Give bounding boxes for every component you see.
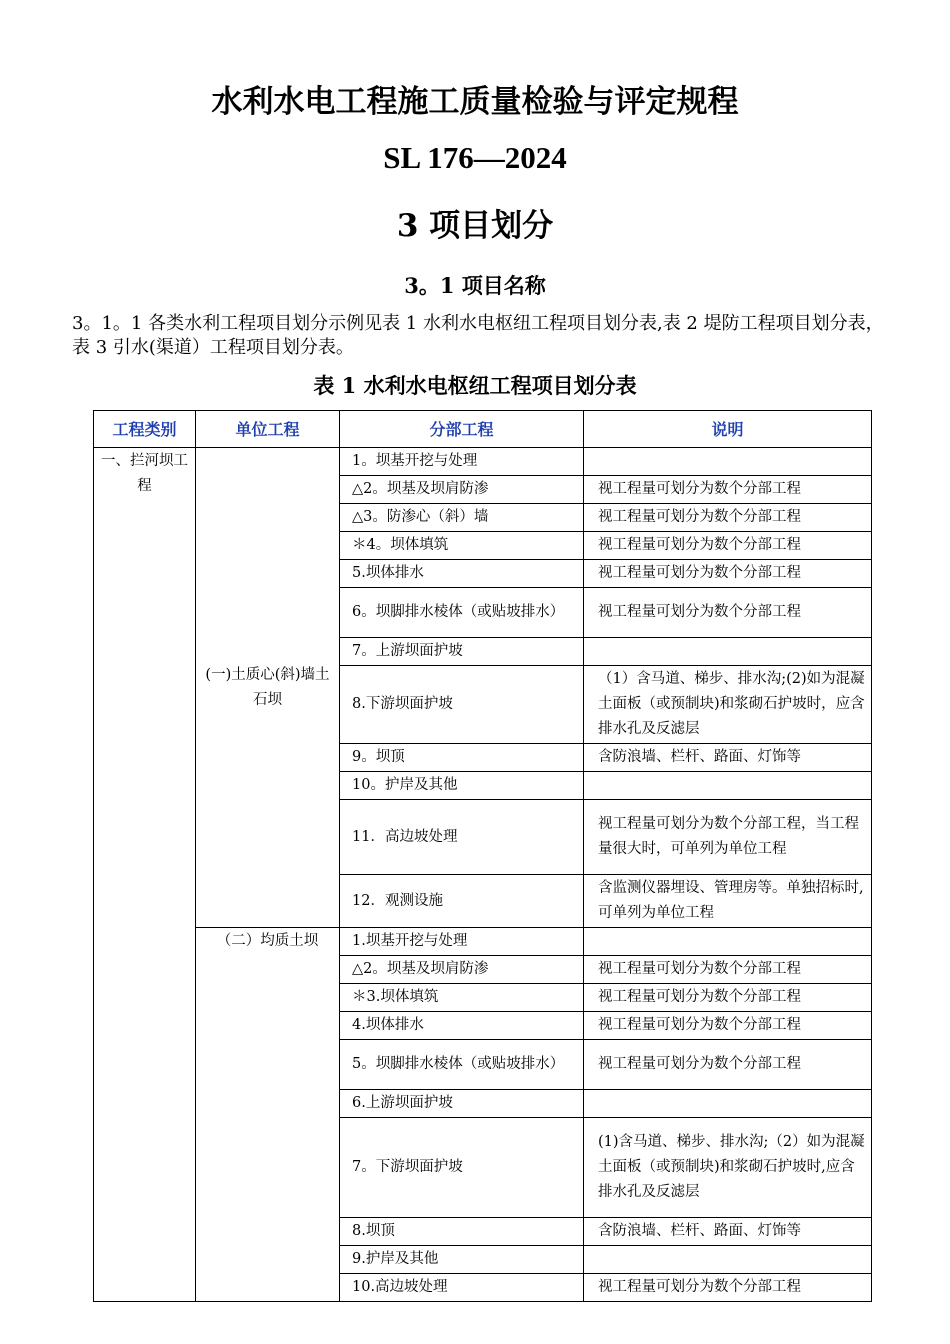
note-cell: 视工程量可划分为数个分部工程，当工程量很大时，可单列为单位工程	[584, 800, 872, 875]
unit-label: (一)土质心(斜)墙土石坝	[205, 666, 330, 708]
note-cell: 视工程量可划分为数个分部工程	[584, 560, 872, 588]
table-header-row	[94, 411, 872, 448]
note-cell: 视工程量可划分为数个分部工程	[584, 1274, 872, 1302]
part-cell: △2。坝基及坝肩防渗	[340, 956, 584, 984]
part-cell: 6。坝脚排水棱体（或贴坡排水）	[340, 588, 584, 638]
part-cell: 1.坝基开挖与处理	[340, 928, 584, 956]
header-note: 说明	[584, 411, 872, 448]
category-cell	[94, 448, 196, 1302]
note-cell: 视工程量可划分为数个分部工程	[584, 984, 872, 1012]
table-row	[94, 448, 872, 476]
note-cell	[584, 772, 872, 800]
note-cell	[584, 448, 872, 476]
unit-label: （二）均质土坝	[216, 933, 319, 949]
note-cell	[584, 638, 872, 666]
part-cell: ＊4。坝体填筑	[340, 532, 584, 560]
part-cell: 5.坝体排水	[340, 560, 584, 588]
note-cell: 视工程量可划分为数个分部工程	[584, 504, 872, 532]
note-cell: （1）含马道、梯步、排水沟;(2)如为混凝土面板（或预制块)和浆砌石护坡时，应含排水孔及反滤层	[584, 666, 872, 744]
table-caption: 表 1 水利水电枢纽工程项目划分表	[313, 373, 637, 398]
note-cell: 含监测仪器埋设、管理房等。单独招标时,可单列为单位工程	[584, 875, 872, 928]
part-cell: 10。护岸及其他	[340, 772, 584, 800]
note-cell: 视工程量可划分为数个分部工程	[584, 1040, 872, 1090]
note-cell: 视工程量可划分为数个分部工程	[584, 476, 872, 504]
unit-cell	[196, 448, 340, 928]
part-cell: 10.高边坡处理	[340, 1274, 584, 1302]
part-cell: 7。上游坝面护坡	[340, 638, 584, 666]
part-cell: 7。下游坝面护坡	[340, 1118, 584, 1218]
section-heading: 3。1 项目名称	[404, 273, 546, 298]
part-cell: △2。坝基及坝肩防渗	[340, 476, 584, 504]
part-cell: ＊3.坝体填筑	[340, 984, 584, 1012]
part-cell: 8.坝顶	[340, 1218, 584, 1246]
standard-code: SL 176—2024	[383, 140, 567, 175]
part-cell: 9。坝顶	[340, 744, 584, 772]
note-cell: 视工程量可划分为数个分部工程	[584, 1012, 872, 1040]
part-cell: 11．高边坡处理	[340, 800, 584, 875]
part-cell: 12．观测设施	[340, 875, 584, 928]
category-label: 一、拦河坝工程	[101, 453, 188, 494]
unit-cell	[196, 928, 340, 1302]
note-cell: 视工程量可划分为数个分部工程	[584, 532, 872, 560]
note-cell: 含防浪墙、栏杆、路面、灯饰等	[584, 1218, 872, 1246]
project-division-table	[93, 410, 872, 1302]
part-cell: 6.上游坝面护坡	[340, 1090, 584, 1118]
document-title: 水利水电工程施工质量检验与评定规程	[211, 84, 739, 120]
part-cell: 4.坝体排水	[340, 1012, 584, 1040]
note-cell	[584, 928, 872, 956]
note-cell: 含防浪墙、栏杆、路面、灯饰等	[584, 744, 872, 772]
part-cell: 1。坝基开挖与处理	[340, 448, 584, 476]
header-category: 工程类别	[94, 411, 196, 448]
header-part: 分部工程	[340, 411, 584, 448]
part-cell: △3。防渗心（斜）墙	[340, 504, 584, 532]
part-cell: 5。坝脚排水棱体（或贴坡排水）	[340, 1040, 584, 1090]
intro-paragraph: 3。1。1 各类水利工程项目划分示例见表 1 水利水电枢纽工程项目划分表,表 2 堤防工程项目划分表，表 3 引水(渠道）工程项目划分表。	[72, 313, 884, 358]
chapter-heading: 3 项目划分	[396, 208, 554, 244]
note-cell	[584, 1246, 872, 1274]
note-cell: 视工程量可划分为数个分部工程	[584, 588, 872, 638]
note-cell: (1)含马道、梯步、排水沟;（2）如为混凝土面板（或预制块)和浆砌石护坡时,应含排水孔及反滤层	[584, 1118, 872, 1218]
header-unit: 单位工程	[196, 411, 340, 448]
part-cell: 9.护岸及其他	[340, 1246, 584, 1274]
table-row	[94, 928, 872, 956]
note-cell: 视工程量可划分为数个分部工程	[584, 956, 872, 984]
note-cell	[584, 1090, 872, 1118]
part-cell: 8.下游坝面护坡	[340, 666, 584, 744]
